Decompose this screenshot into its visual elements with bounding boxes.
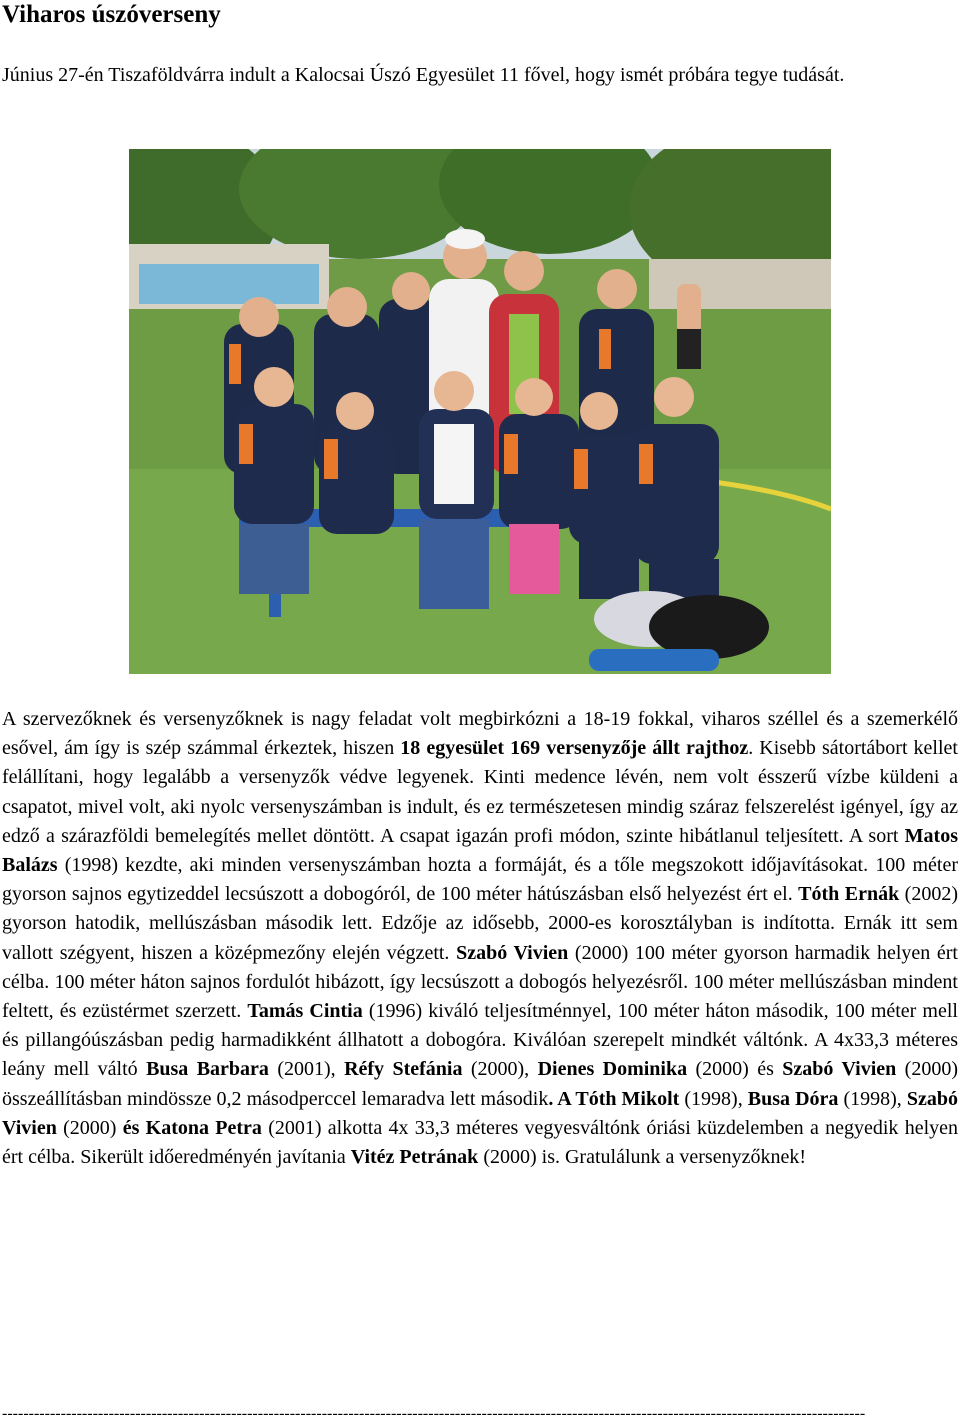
article-bold-run: Szabó Vivien (782, 1058, 897, 1081)
article-text-run: (2001), (268, 1058, 345, 1081)
article-text-run: (2000), (462, 1058, 538, 1081)
article-text-run: (2001) alkotta 4x 33,3 méteres vegyesváltónk óriási küzdelemben a negyedik helyen ért célba. Sikerült időeredményén javítania (2, 1116, 959, 1169)
article-text-run: (1998) kezdte, aki minden versenyszámban hozta a formáját, és a tőle megszokott időjavításokat. 100 méter gyorson sajnos egytizeddel lecsúszott a dobogóról, de 100 méter hátúszásban első helyezést ért el. (2, 854, 958, 906)
article-text-run: (1998), (679, 1087, 748, 1110)
article-bold-run: Szabó Vivien (2, 1087, 958, 1139)
article-text-run: A szervezőknek és versenyzőknek is nagy feladat volt megbirkózni a 18-19 fokkal, viharos széllel és a szemerkélő esővel, ám így is szép számmal érkeztek, hiszen (2, 708, 958, 760)
article-bold-run: 18 egyesület 169 versenyzője állt rajthoz (400, 737, 749, 760)
article-text-run: (2000) (56, 1116, 123, 1139)
article-text-run: (2000) összeállításban mindössze 0,2 másodperccel lemaradva lett második (2, 1058, 959, 1110)
article-bold-run: Tóth Ernák (798, 883, 900, 906)
article-text-run: (2000) 100 méter gyorson harmadik helyen ért célba. 100 méter háton sajnos fordulót hibázott, így lecsúszott a dobogós helyezésről. 100 méter mellúszásban mindent feltett, és ezüstérmet szerzett. (2, 941, 958, 1023)
intro-paragraph: Június 27-én Tiszaföldvárra indult a Kalocsai Úszó Egyesület 11 fővel, hogy ismét próbára tegye tudását. (2, 64, 845, 86)
article-bold-run: és Katona Petra (122, 1116, 262, 1139)
article-bold-run: Réfy Stefánia (344, 1058, 463, 1081)
article-bold-run: Busa Dóra (747, 1087, 839, 1110)
article-text-run: . Kisebb sátortábort kellet felállítani, hogy legalább a versenyzők védve legyenek. Kinti medence lévén, nem volt ésszerű vízbe küldeni a csapatot, mivel volt, aki nyolc versenyszámban is indult, és ez természetesen mindig száraz felszerelést igényel, így az edző a szárazföldi bemelegítés mellet döntött. A csapat igazán profi módon, szinte hibátlanul teljesített. A sort (2, 737, 958, 847)
article-bold-run: Dienes Dominika (537, 1058, 688, 1081)
article-text-run: (1998), (838, 1087, 907, 1110)
article-text-run: (2002) gyorson hatodik, mellúszásban második lett. Edzője az idősebb, 2000-es korosztályban is indította. Ernák itt sem vallott szégyent, hiszen a középmezőny elején végzett. (2, 883, 958, 964)
article-text-run: (1996) kiváló teljesítménnyel, 100 méter háton második, 100 méter mell és pillangóúszásban pedig harmadikként állhatott a dobogóra. Kiválóan szerepelt mindkét váltónk. A 4x33,3 méteres leány mell váltó (2, 1000, 958, 1081)
separator-line: ------------------------------------------------------------------------------------------------------------------------------------------------------------------ (2, 1405, 866, 1422)
article-bold-run: Szabó Vivien (456, 941, 569, 964)
team-photo (129, 149, 831, 674)
article-text-run: (2000) és (687, 1058, 783, 1081)
team-photo-illustration (129, 149, 831, 674)
article-bold-run: Tamás Cintia (247, 1000, 363, 1023)
article-body (2, 705, 958, 1172)
page-title: Viharos úszóverseny (2, 1, 221, 28)
article-bold-run: Matos Balázs (2, 824, 958, 877)
article-bold-run: Busa Barbara (146, 1058, 269, 1081)
article-text-run: (2000) is. Gratulálunk a versenyzőknek! (478, 1146, 806, 1169)
article-bold-run: Vitéz Petrának (350, 1146, 479, 1169)
article-bold-run: . A Tóth Mikolt (548, 1087, 680, 1110)
